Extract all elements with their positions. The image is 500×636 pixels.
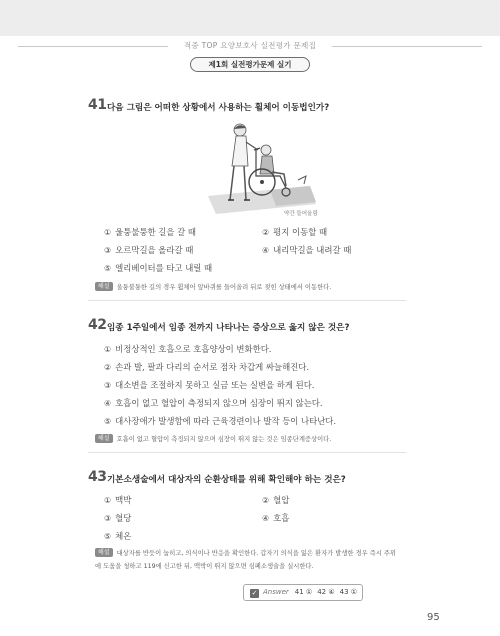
q41-option-3: ③ 오르막길을 올라갈 때 — [104, 245, 194, 255]
answer-43: 43 ① — [339, 588, 358, 596]
divider — [88, 452, 406, 453]
q42-option-5: ⑤ 대사장애가 발생함에 따라 근육경련이나 발작 등이 나타난다. — [104, 416, 337, 426]
wheelchair-illustration — [200, 120, 320, 222]
q43-option-4: ④ 호흡 — [262, 513, 290, 523]
q43-explanation-line-2: 에 도움을 청하고 119에 신고한 뒤, 맥박이 뛰지 않으면 심폐소생술을 실시한다. — [95, 563, 314, 570]
q42-option-2: ② 손과 발, 팔과 다리의 순서로 점차 차갑게 싸늘해진다. — [104, 362, 310, 372]
divider — [88, 300, 406, 301]
answer-41: 41 ① — [294, 588, 313, 596]
page-number: 95 — [427, 612, 440, 623]
question-43-text: 기본소생술에서 대상자의 순환상태를 위해 확인해야 하는 것은? — [107, 475, 346, 485]
answer-label: Answer — [263, 588, 289, 596]
explanation-badge: 해설 — [95, 434, 113, 443]
check-icon: ✓ — [251, 589, 258, 597]
question-number-42: 42 — [88, 317, 107, 333]
q41-option-5: ⑤ 엘리베이터를 타고 내릴 때 — [104, 263, 213, 273]
section-title: 제1회 실전평가문제 실기 — [190, 57, 310, 72]
figure-caption: 약간 들어올림 — [284, 211, 318, 217]
q42-explanation: 해설 호흡이 없고 혈압이 측정되지 않으며 심장이 뛰지 않는 것은 임종단계증상이다. — [95, 434, 331, 446]
book-title: 적중 TOP 요양보호사 실전평가 문제집 — [183, 41, 317, 50]
q42-option-4: ④ 호흡이 없고 혈압이 측정되지 않으며 심장이 뛰지 않는다. — [104, 398, 323, 408]
q41-explanation: 해설 울퉁불퉁한 길의 경우 휠체어 앞바퀴를 들어올려 뒤로 젖힌 상태에서 이동한다. — [95, 282, 331, 294]
explanation-badge: 해설 — [95, 548, 113, 557]
q42-option-1: ① 비정상적인 호흡으로 호흡양상이 변화한다. — [104, 344, 272, 354]
q41-option-1: ① 울퉁불퉁한 길을 갈 때 — [104, 227, 196, 237]
q41-option-2: ② 평지 이동할 때 — [262, 227, 328, 237]
question-41-text: 다음 그림은 어떠한 상황에서 사용하는 휠체어 이동법인가? — [107, 103, 330, 113]
question-number-41: 41 — [88, 97, 107, 113]
q43-option-1: ① 맥박 — [104, 495, 132, 505]
explanation-badge: 해설 — [95, 282, 113, 291]
q42-option-3: ③ 대소변을 조절하지 못하고 실금 또는 실변을 하게 된다. — [104, 380, 315, 390]
q43-option-3: ③ 혈당 — [104, 513, 132, 523]
question-42-text: 임종 1주일에서 임종 전까지 나타나는 증상으로 옳지 않은 것은? — [107, 323, 350, 333]
q43-explanation-line-1: 해설 대상자를 반듯이 눕히고, 의식이나 반응을 확인한다. 갑자기 의식을 잃은 환자가 발생한 경우 즉시 주위 — [95, 548, 396, 560]
answer-42: 42 ④ — [317, 588, 335, 596]
question-number-43: 43 — [88, 469, 107, 485]
q43-option-5: ⑤ 체온 — [104, 531, 132, 541]
answer-box — [243, 584, 363, 601]
q43-option-2: ② 혈압 — [262, 495, 290, 505]
q41-option-4: ④ 내리막길을 내려갈 때 — [262, 245, 352, 255]
top-band — [0, 0, 500, 36]
